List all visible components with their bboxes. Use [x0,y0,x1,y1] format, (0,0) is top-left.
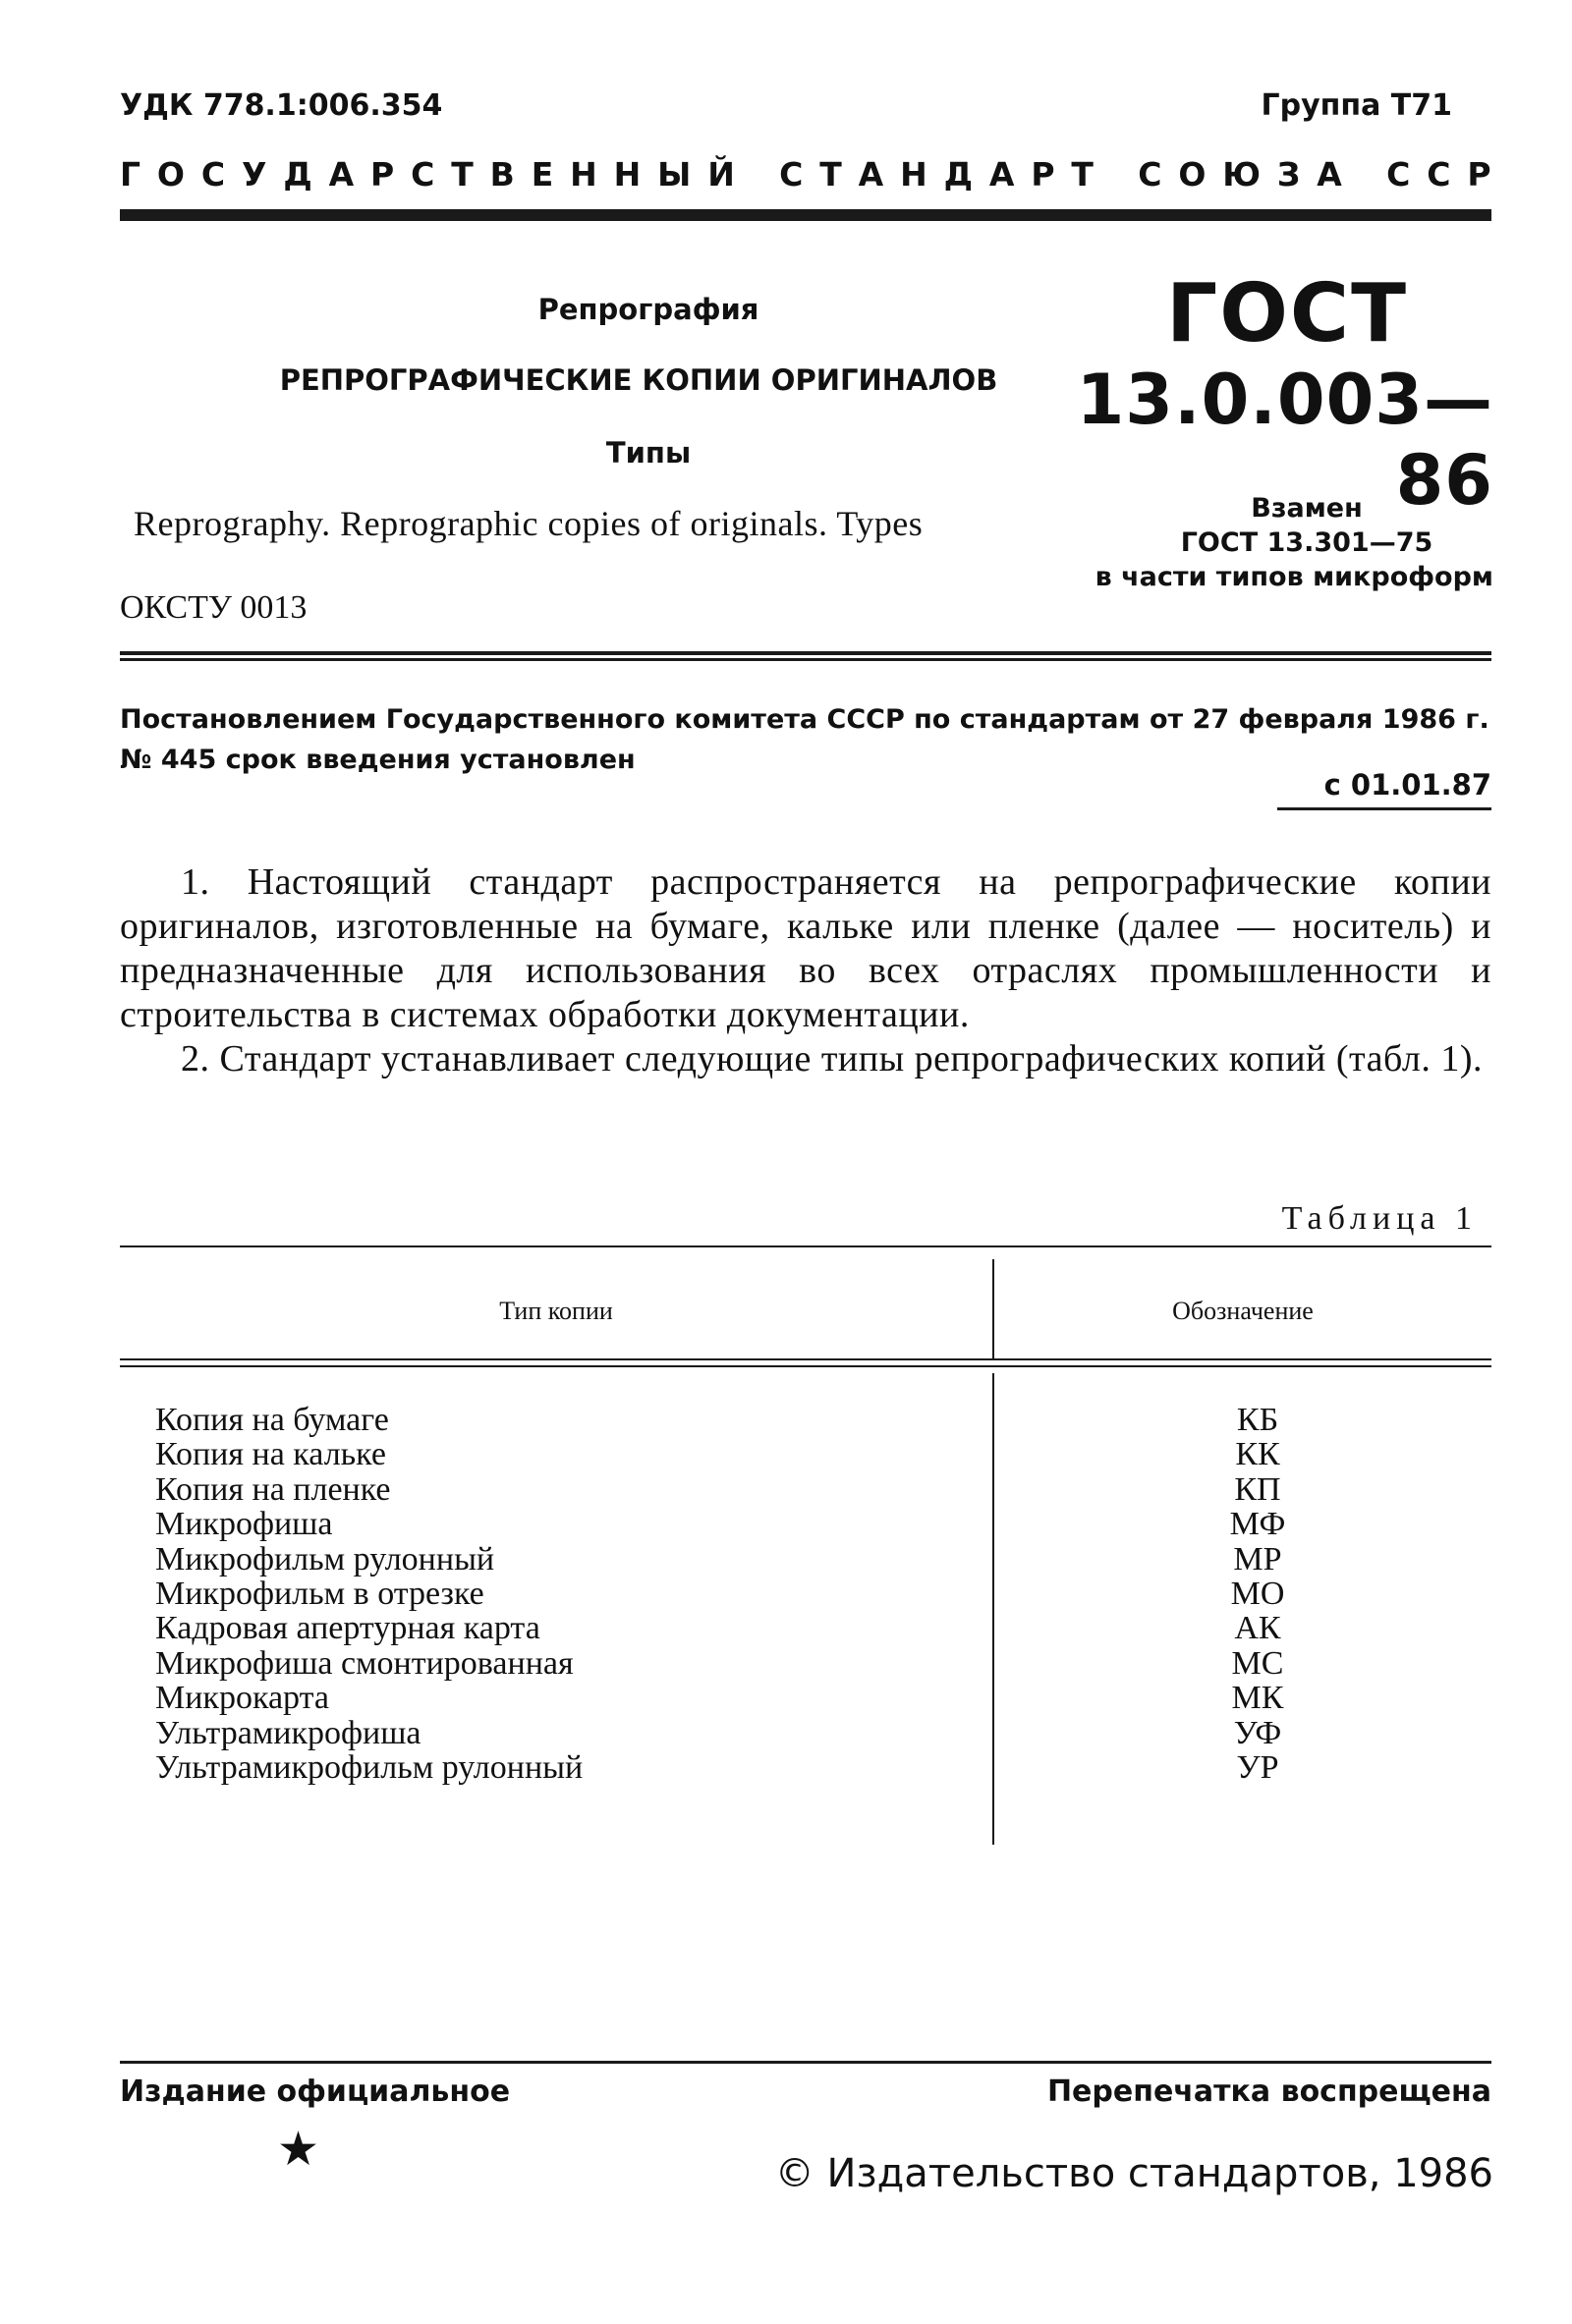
heading-letter: Н [613,155,642,194]
official-edition: Издание официальное [120,2075,511,2109]
table-cell-type: Микрокарта [155,1680,329,1717]
heading-letter: Р [1031,155,1055,194]
heading-letter: С [1386,155,1411,194]
table-code-column [1140,1403,1376,1785]
table-header-rule-2 [120,1365,1491,1367]
gost-label: ГОСТ [1165,267,1409,360]
table-cell-code: КК [1235,1436,1280,1473]
table-cell-type: Микрофиша [155,1506,333,1543]
paragraph-2: 2. Стандарт устанавливает следующие типы репрографических копий (табл. 1). [181,1038,1483,1079]
heading-letter: Г [120,155,141,194]
gost-number: 13.0.003—86 [1076,360,1493,521]
table-label: Таблица 1 [1281,1200,1478,1237]
table-cell-code: УР [1236,1749,1279,1787]
replaces-label: Взамен [1251,493,1363,524]
table-top-rule [120,1245,1491,1247]
heading-letter: С [779,155,804,194]
reprint-forbidden: Перепечатка воспрещена [1046,2075,1491,2109]
okstu-code: ОКСТУ 0013 [120,589,308,626]
heading-letter: У [241,155,267,194]
section-title: Репрография [537,293,759,326]
table-cell-code: МР [1233,1540,1282,1577]
table-cell-type: Ультрамикрофильм рулонный [155,1749,584,1787]
heading-letter: З [1276,155,1301,194]
table-cell-type: Ультрамикрофиша [155,1714,421,1751]
heading-letter: А [328,155,355,194]
heading-letter: Н [900,155,927,194]
paragraph-1: 1. Настоящий стандарт распространяется на репрографические копии оригиналов, изготовленные на бумаге, кальке или пленке (далее — носитель) и предназначенные для использования во всех отраслях промышленности и строительства в системах обработки документации. [120,861,1491,1035]
table-type-column [155,1403,583,1785]
heading-letter: Й [707,155,735,194]
document-title: РЕПРОГРАФИЧЕСКИЕ КОПИИ ОРИГИНАЛОВ [279,363,998,397]
table-cell-code: МС [1231,1644,1284,1682]
table-cell-type: Копия на кальке [155,1436,386,1473]
effective-date: с 01.01.87 [1323,768,1491,802]
table-cell-code: УФ [1233,1714,1282,1751]
heading-letter: Е [531,155,554,194]
table-cell-code: МФ [1229,1506,1286,1543]
star-icon: ★ [277,2122,320,2177]
heading-letter [1359,155,1371,194]
table-cell-type: Микрофиша смонтированная [155,1644,574,1682]
table-cell-code: АК [1234,1610,1281,1647]
heading-letter: А [1317,155,1342,194]
table-cell-type: Микрофильм рулонный [155,1540,495,1577]
table-header-rule-1 [120,1358,1491,1360]
double-divider-bottom [120,658,1491,661]
decree-text: Постановлением Государственного комитета СССР по стандартам от 27 февраля 1986 г. № 445 срок введения установлен [120,704,1489,775]
table-cell-code: КП [1234,1470,1281,1508]
heading-letter: Д [283,155,312,194]
heading-letter: Д [943,155,974,194]
heading-letter: А [858,155,884,194]
document-subtitle: Типы [605,436,692,470]
heading-letter: О [156,155,185,194]
heading-letter: Т [451,155,474,194]
table-cell-type: Микрофильм в отрезке [155,1576,484,1613]
table-cell-code: МО [1230,1576,1285,1613]
heading-letter: С [411,155,435,194]
table-header-code: Обозначение [1172,1297,1314,1325]
replaces-block [1041,491,1493,594]
heading-letter: Р [370,155,395,194]
table-cell-type: Копия на бумаге [155,1402,389,1438]
heading-letter: Н [570,155,597,194]
heading-letter: С [1138,155,1162,194]
table-cell-type: Копия на пленке [155,1470,391,1508]
footer-rule [120,2061,1491,2064]
table-cell-type: Кадровая апертурная карта [155,1610,540,1647]
heading-letter: А [988,155,1015,194]
heading-letter: Р [1467,155,1491,194]
heading-letter [752,155,763,194]
replaces-scope: в части типов микроформ [1095,562,1493,592]
body-text [120,860,1491,1081]
publisher-name: Издательство стандартов, 1986 [826,2151,1493,2196]
heading-letter: Ы [657,155,692,194]
heavy-divider [120,209,1491,221]
double-divider-top [120,651,1491,655]
copyright-icon: © [774,2151,814,2196]
english-title: Reprography. Reprographic copies of originals. Types [134,504,924,543]
group-code: Группа Т71 [1261,88,1452,123]
heading-letter: Т [819,155,842,194]
heading-letter [1110,155,1122,194]
heading-letter: В [489,155,515,194]
publisher-line [775,2151,1493,2196]
effective-date-underline [1277,807,1491,810]
table-cell-code: КБ [1236,1402,1279,1438]
heading-letter: О [1178,155,1207,194]
heading-letter: С [1427,155,1451,194]
heading-letter: С [200,155,226,194]
replaces-gost: ГОСТ 13.301—75 [1180,527,1433,558]
heading-letter: Т [1071,155,1094,194]
table-header-type: Тип копии [499,1297,613,1325]
state-standard-heading [120,155,1491,194]
heading-letter: Ю [1222,155,1262,194]
table-body-divider [992,1373,994,1845]
udk-code: УДК 778.1:006.354 [120,88,443,123]
table-cell-code: МК [1231,1680,1284,1717]
